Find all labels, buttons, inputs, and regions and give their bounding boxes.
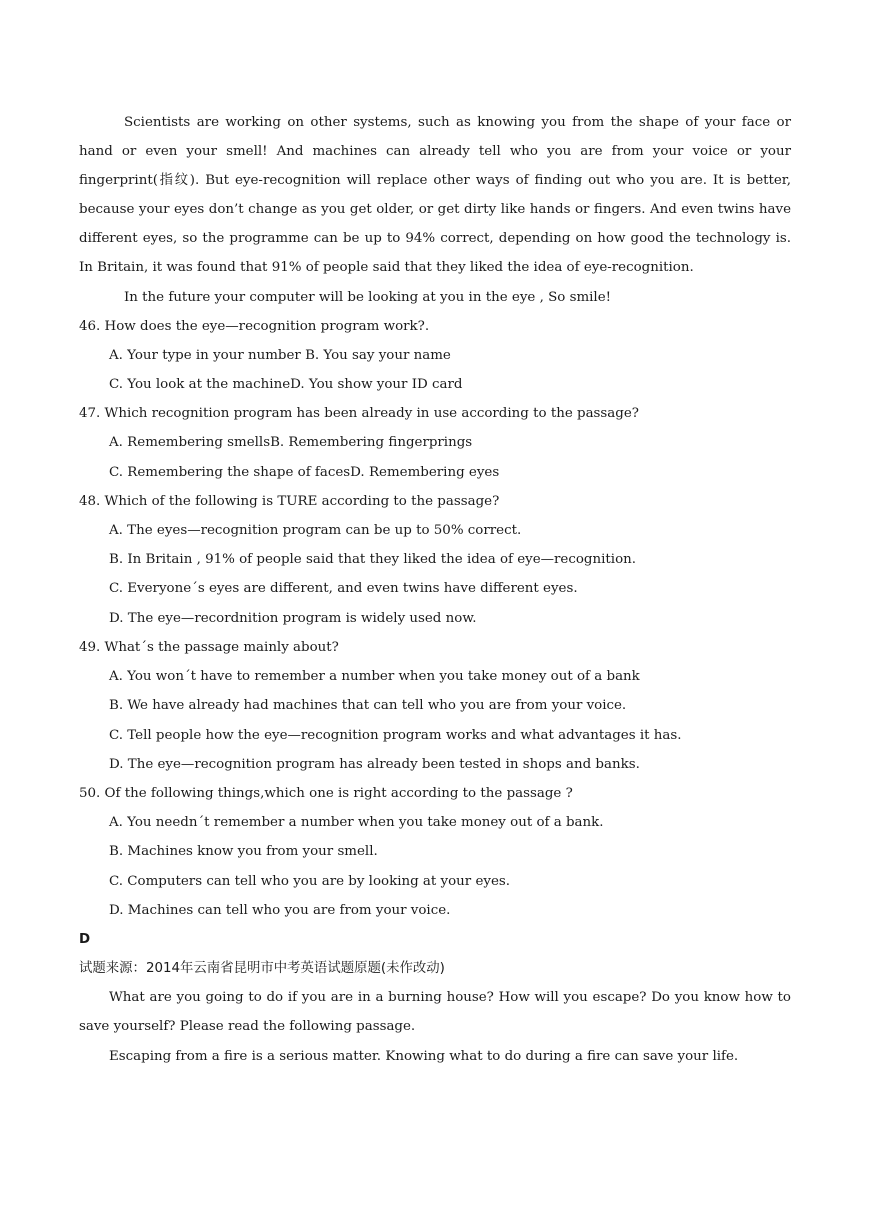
question-stem: 50. Of the following things,which one is right according to the passage ?: [79, 785, 573, 801]
answer-option: A. You needn΄t remember a number when you take money out of a bank.: [109, 815, 604, 831]
answer-option: B. We have already had machines that can tell who you are from your voice.: [109, 698, 627, 714]
question-stem: 47. Which recognition program has been already in use according to the passage?: [79, 406, 639, 422]
question-48: [79, 487, 791, 633]
source-note: 试题来源：2014年云南省昆明市中考英语试题原题(未作改动): [79, 960, 445, 976]
question-49: [79, 633, 791, 779]
answer-option: C. You look at the machineD. You show your ID card: [109, 377, 463, 393]
answer-option: A. Remembering smellsB. Remembering fingerprings: [109, 435, 473, 451]
answer-option: C. Everyone΄s eyes are different, and even twins have different eyes.: [109, 581, 578, 597]
answer-option: A. Your type in your number B. You say your name: [109, 347, 451, 363]
passage-paragraph: Escaping from a fire is a serious matter. Knowing what to do during a fire can save your life.: [109, 1048, 739, 1064]
passage-paragraph: Scientists are working on other systems, such as knowing you from the shape of your face or hand or even your smell! And machines can already tell who you are from your voice or your fingerprint(指纹). But eye-recognition will replace other ways of finding out who you are. It is better, because your eyes don’t change as you get older, or get dirty like hands or fingers. And even twins have different eyes, so the programme can be up to 94% correct, depending on how good the technology is. In Britain, it was found that 91% of people said that they liked the idea of eye-recognition.: [79, 115, 791, 276]
answer-option: C. Tell people how the eye—recognition program works and what advantages it has.: [109, 727, 682, 743]
document-page: [79, 108, 791, 1071]
answer-option: D. Machines can tell who you are from your voice.: [109, 902, 451, 918]
answer-option: D. The eye—recordnition program is widely used now.: [109, 610, 477, 626]
answer-option: B. Machines know you from your smell.: [109, 844, 378, 860]
question-stem: 46. How does the eye—recognition program work?.: [79, 318, 430, 334]
passage-paragraph: In the future your computer will be looking at you in the eye , So smile!: [124, 289, 612, 305]
question-47: [79, 399, 791, 487]
answer-option: A. You won΄t have to remember a number when you take money out of a bank: [109, 669, 640, 685]
question-46: [79, 312, 791, 400]
question-stem: 49. What΄s the passage mainly about?: [79, 639, 339, 655]
answer-option: B. In Britain , 91% of people said that they liked the idea of eye—recognition.: [109, 552, 637, 568]
section-heading: D: [79, 931, 91, 947]
question-stem: 48. Which of the following is TURE according to the passage?: [79, 493, 500, 509]
answer-option: D. The eye—recognition program has already been tested in shops and banks.: [109, 756, 640, 772]
answer-option: C. Computers can tell who you are by looking at your eyes.: [109, 873, 511, 889]
passage-paragraph: What are you going to do if you are in a burning house? How will you escape? Do you know how to save yourself? Please read the following passage.: [79, 989, 791, 1035]
question-50: [79, 779, 791, 925]
answer-option: A. The eyes—recognition program can be up to 50% correct.: [109, 523, 522, 539]
answer-option: C. Remembering the shape of facesD. Remembering eyes: [109, 464, 500, 480]
